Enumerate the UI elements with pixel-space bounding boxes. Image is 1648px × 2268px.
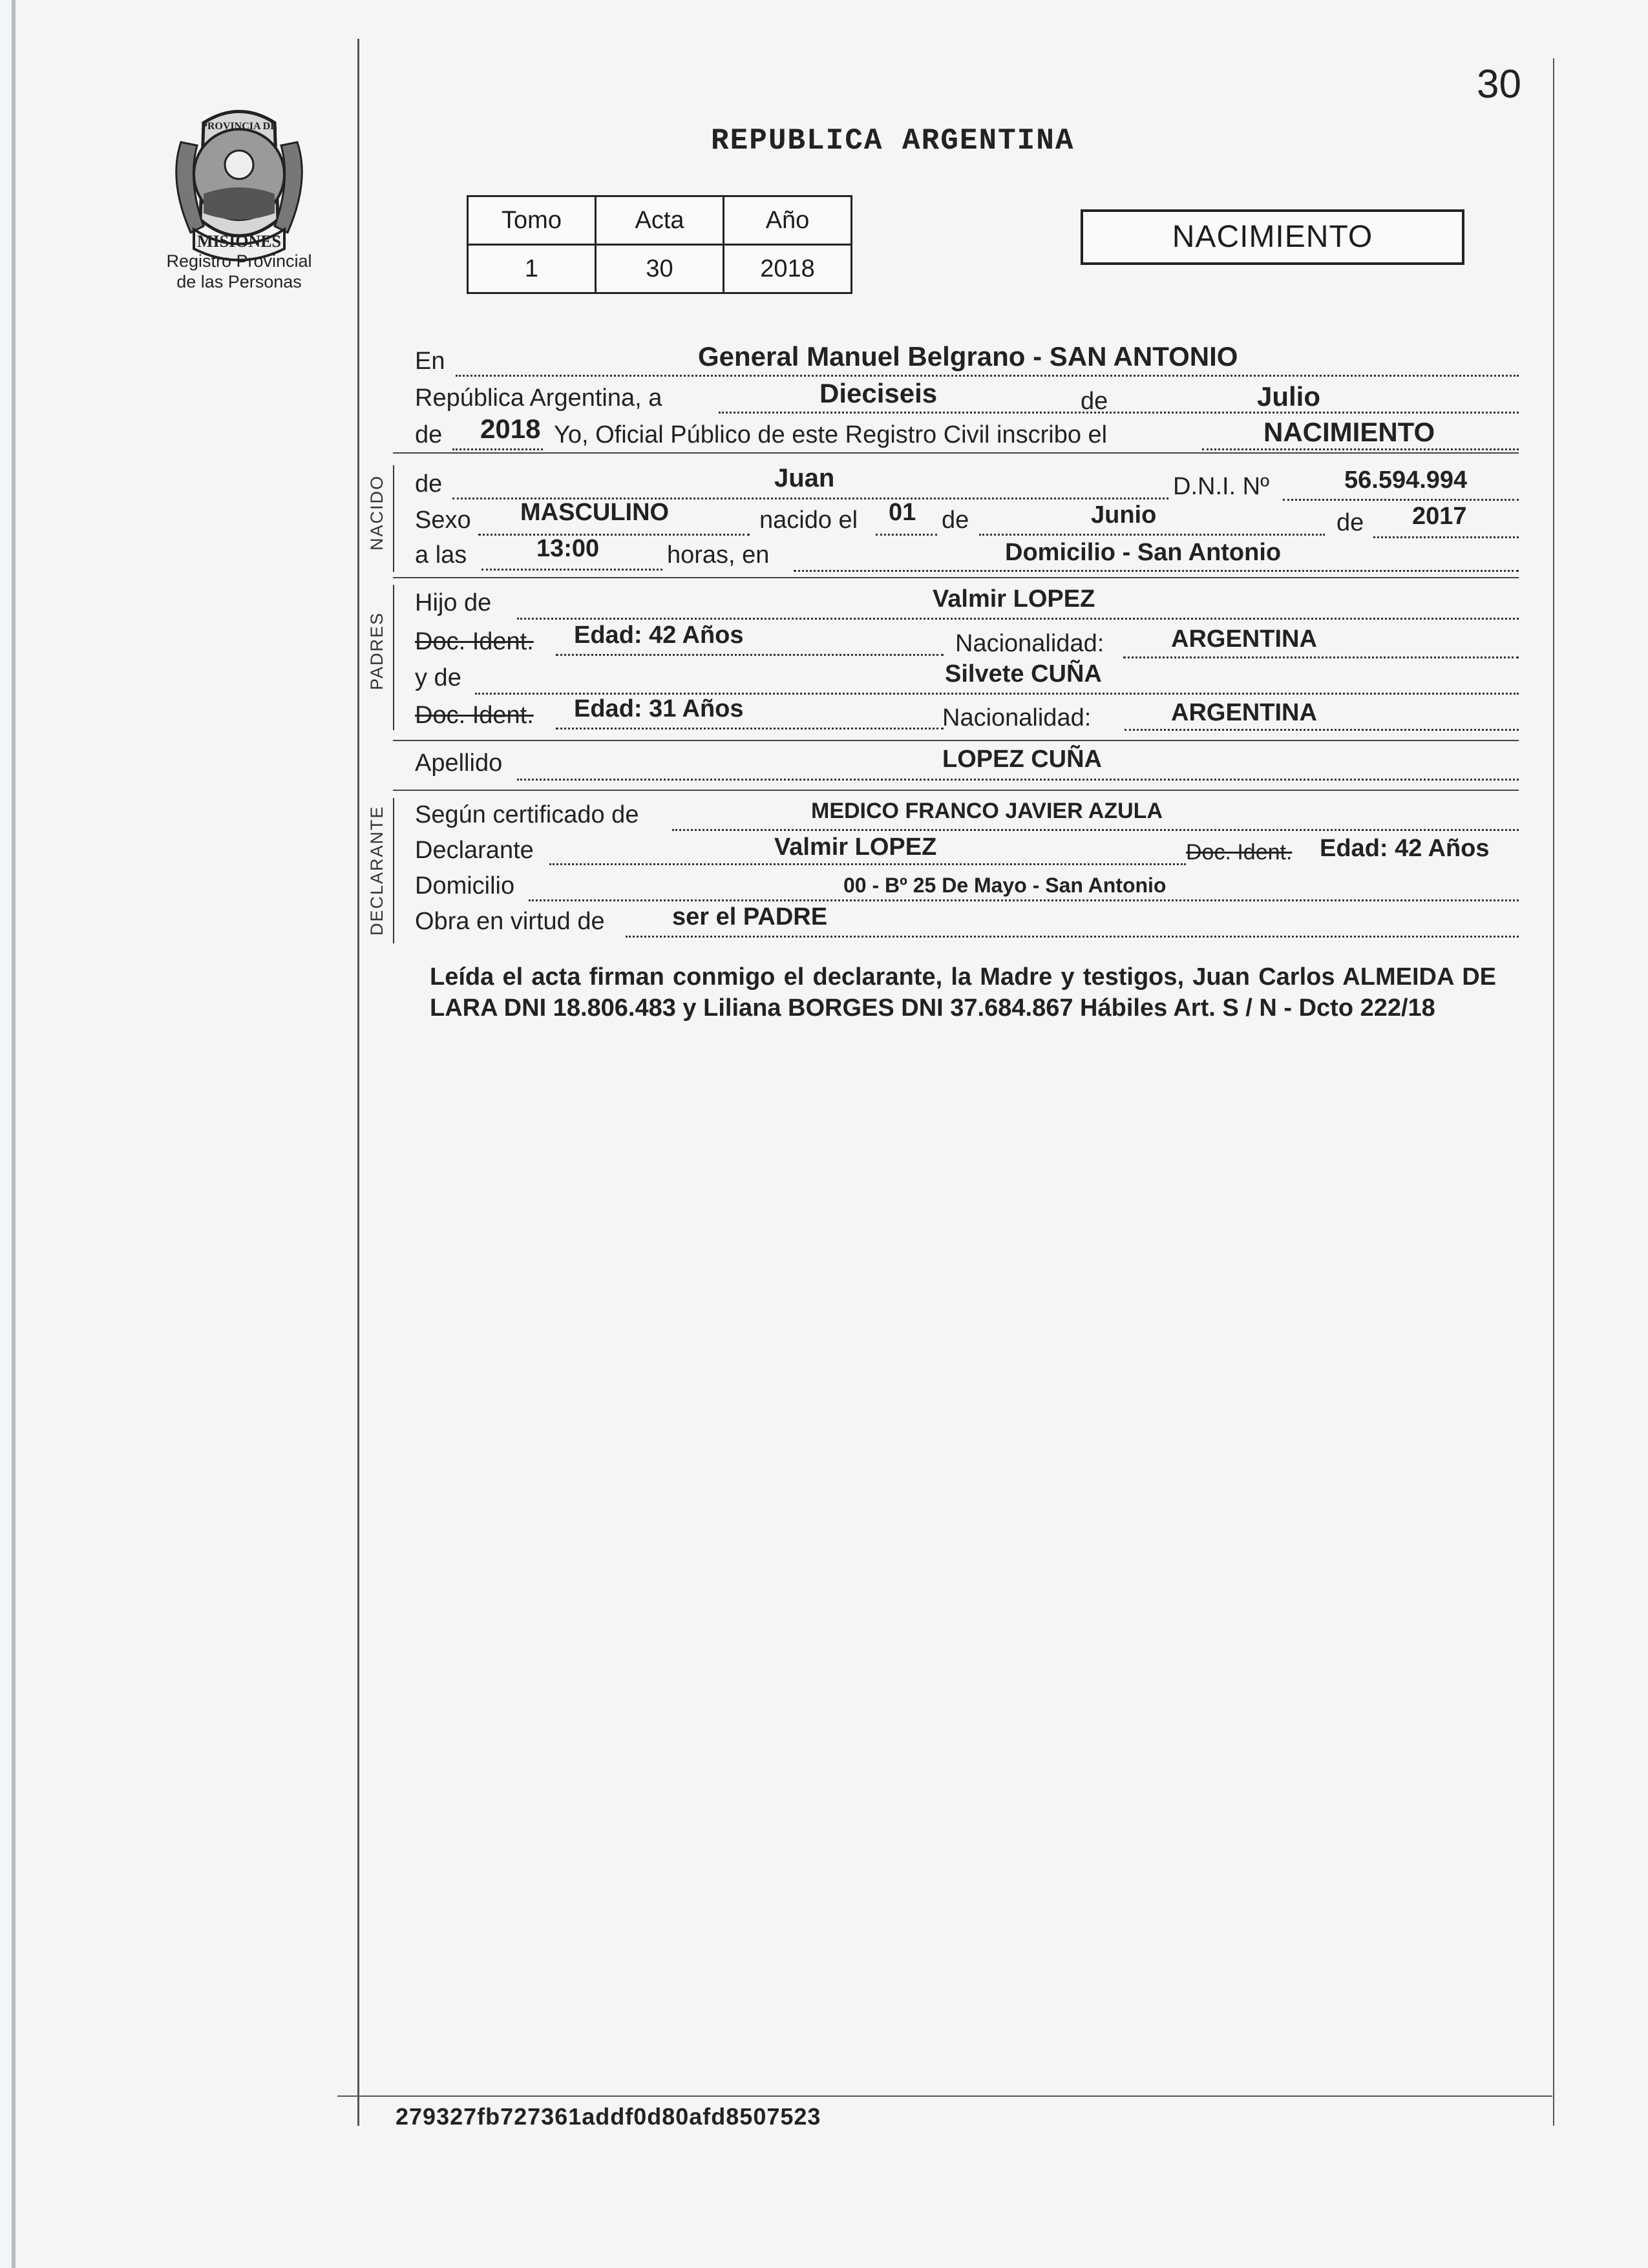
section-bracket	[393, 465, 394, 572]
madre-nombre: Silvete CUÑA	[945, 660, 1102, 688]
act-type-box: NACIMIENTO	[1081, 209, 1464, 265]
dotted-line	[481, 569, 662, 571]
obra-value: ser el PADRE	[672, 903, 828, 930]
dotted-line	[556, 654, 944, 656]
dotted-line	[556, 728, 944, 730]
sexo-label: Sexo	[415, 507, 471, 534]
hora-value: 13:00	[536, 535, 600, 562]
dni-label: D.N.I. Nº	[1173, 473, 1269, 500]
madre-nacionalidad: ARGENTINA	[1171, 699, 1317, 726]
de-label-2: de	[415, 421, 443, 448]
apellido-label: Apellido	[415, 750, 503, 777]
nacido-dia: 01	[889, 499, 916, 526]
dotted-line	[452, 448, 543, 450]
declarante-doc: Edad: 42 Años	[1320, 835, 1490, 862]
dni-value: 56.594.994	[1344, 467, 1468, 494]
dotted-line	[517, 779, 1519, 781]
padre-nacionalidad: ARGENTINA	[1171, 625, 1317, 653]
dotted-line	[475, 693, 1519, 695]
republica-label: República Argentina, a	[415, 384, 662, 412]
dotted-line	[1125, 729, 1519, 731]
dotted-line	[517, 618, 1519, 620]
section-bracket	[393, 798, 394, 943]
a-las-label: a las	[415, 541, 467, 569]
en-label: En	[415, 348, 445, 375]
dotted-line	[626, 936, 1519, 938]
seal-top-text: PROVINCIA DE	[201, 121, 277, 132]
separator-line	[393, 577, 1519, 578]
separator-line	[393, 452, 1519, 454]
oficial-text: Yo, Oficial Público de este Registro Civil inscribo el	[554, 421, 1108, 448]
seal-caption-line1: Registro Provincial	[166, 251, 312, 271]
madre-doc: Edad: 31 Años	[574, 695, 744, 722]
book-ref-header-row	[468, 196, 852, 245]
dotted-line	[478, 534, 750, 536]
mes-value: Julio	[1257, 381, 1321, 412]
seal-caption	[155, 251, 323, 292]
declarante-nombre: Valmir LOPEZ	[774, 834, 937, 861]
padre-nombre: Valmir LOPEZ	[933, 585, 1095, 613]
lugar-value: Domicilio - San Antonio	[1005, 539, 1282, 566]
padre-nacionalidad-label: Nacionalidad:	[955, 630, 1104, 657]
book-ref-header: Acta	[596, 196, 724, 245]
scan-left-edge	[12, 0, 16, 2268]
apellido-value: LOPEZ CUÑA	[942, 746, 1102, 773]
document-hash: 279327fb727361addf0d80afd8507523	[396, 2103, 821, 2130]
dotted-line	[672, 829, 1519, 831]
dotted-line	[876, 534, 937, 536]
nacido-el-label: nacido el	[759, 507, 858, 534]
certificado-value: MEDICO FRANCO JAVIER AZULA	[811, 799, 1163, 823]
separator-line	[393, 790, 1519, 791]
page-number: 30	[1477, 62, 1521, 107]
book-ref-header: Año	[724, 196, 852, 245]
obra-label: Obra en virtud de	[415, 908, 605, 935]
separator-line	[393, 740, 1519, 741]
country-title: REPUBLICA ARGENTINA	[711, 124, 1075, 158]
dotted-line	[1283, 499, 1519, 501]
dotted-line	[456, 375, 1519, 377]
book-reference-table	[467, 195, 852, 294]
inscribo-value: NACIMIENTO	[1263, 417, 1435, 447]
nacido-de-label: de	[415, 470, 443, 498]
dotted-line	[979, 534, 1325, 536]
padre-doc-ident-label: Doc. Ident.	[415, 628, 534, 655]
nacido-de-label-3: de	[1336, 509, 1364, 536]
book-ref-value: 30	[596, 245, 724, 293]
book-ref-value: 1	[468, 245, 596, 293]
dia-value: Dieciseis	[819, 378, 938, 408]
certificado-label: Según certificado de	[415, 801, 639, 828]
de-label: de	[1081, 388, 1108, 415]
nacido-mes: Junio	[1091, 501, 1157, 529]
nacido-nombre: Juan	[774, 464, 835, 492]
book-ref-value-row	[468, 245, 852, 293]
right-margin-line	[1553, 58, 1554, 2126]
section-label-padres: PADRES	[367, 611, 386, 690]
madre-doc-ident-label: Doc. Ident.	[415, 702, 534, 729]
padre-doc: Edad: 42 Años	[574, 622, 744, 649]
province-seal	[165, 103, 313, 265]
nacido-de-label-2: de	[942, 507, 969, 534]
section-label-declarante: DECLARANTE	[367, 805, 386, 936]
declarante-doc-ident-label: Doc. Ident.	[1186, 840, 1293, 865]
section-label-nacido: NACIDO	[367, 474, 386, 551]
dotted-line	[529, 899, 1519, 901]
bottom-line	[337, 2095, 1552, 2097]
seal-bottom-text: MISIONES	[196, 232, 282, 251]
domicilio-label: Domicilio	[415, 872, 515, 899]
sexo-value: MASCULINO	[520, 499, 670, 526]
hijo-de-label: Hijo de	[415, 589, 492, 616]
seal-caption-line2: de las Personas	[176, 272, 302, 291]
madre-nacionalidad-label: Nacionalidad:	[942, 704, 1092, 731]
y-de-label: y de	[415, 664, 461, 691]
dotted-line	[549, 863, 1186, 865]
book-ref-value: 2018	[724, 245, 852, 293]
declarante-label: Declarante	[415, 837, 534, 864]
anio-value: 2018	[480, 414, 541, 444]
dotted-line	[1123, 656, 1519, 658]
dotted-line	[1373, 536, 1519, 538]
nacido-anio: 2017	[1412, 503, 1467, 530]
closing-statement: Leída el acta firman conmigo el declarante, la Madre y testigos, Juan Carlos ALMEIDA DE LARA DNI 18.806.483 y Liliana BORGES DNI 37.684.867 Hábiles Art. S / N - Dcto 222/18	[430, 963, 1496, 1022]
left-margin-line	[357, 39, 359, 2126]
book-ref-header: Tomo	[468, 196, 596, 245]
en-value: General Manuel Belgrano - SAN ANTONIO	[698, 341, 1238, 372]
section-bracket	[393, 585, 394, 730]
dotted-line	[719, 412, 1519, 414]
dotted-line	[1202, 448, 1519, 450]
dotted-line	[794, 570, 1519, 572]
horas-en-label: horas, en	[667, 541, 770, 569]
domicilio-value: 00 - Bº 25 De Mayo - San Antonio	[843, 874, 1167, 897]
